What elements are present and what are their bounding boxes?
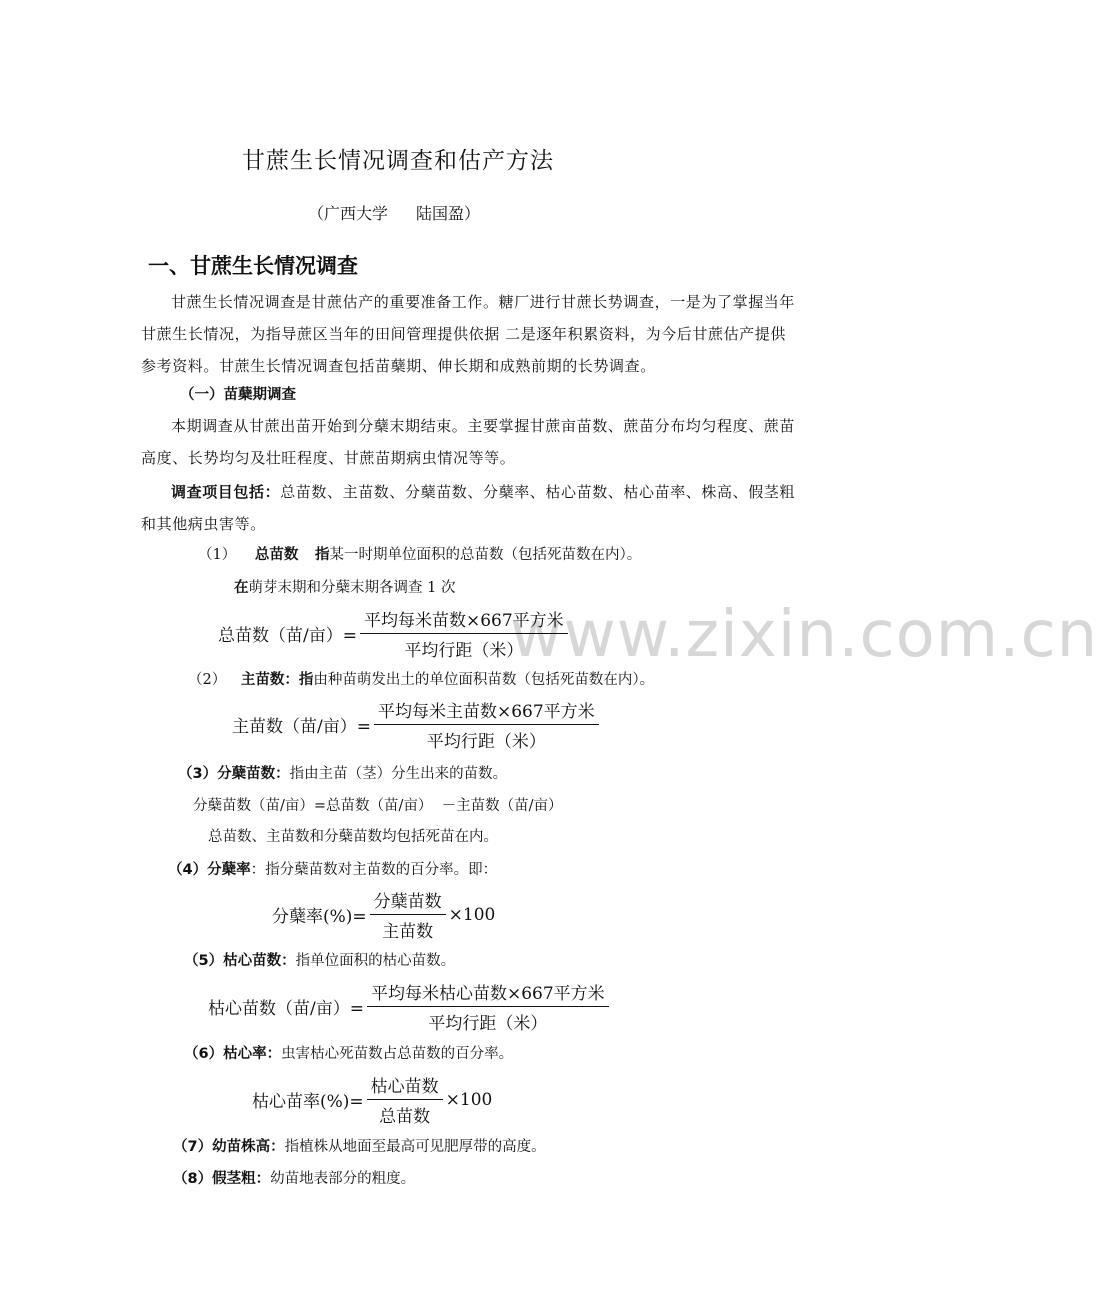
- section-heading: 一、甘蔗生长情况调查: [148, 254, 358, 278]
- item-number: （1）: [198, 547, 237, 563]
- item-desc: 指单位面积的枯心苗数。: [295, 953, 456, 969]
- fraction: [367, 1072, 443, 1127]
- item-tiller-seedlings: [178, 762, 507, 783]
- item-name: 总苗数: [254, 547, 299, 563]
- intro-text: 甘蔗生长情况调查是甘蔗估产的重要准备工作。糖厂进行甘蔗长势调查，一是为了掌握当年甘蔗生长情况，为指导蔗区当年的田间管理提供依据 二是逐年积累资料，为今后甘蔗估产提供参考资料。甘蔗生长情况调查包括苗蘖期、伸长期和成熟前期的长势调查。: [141, 293, 796, 375]
- document-title: 甘蔗生长情况调查和估产方法: [242, 148, 554, 174]
- tiller-equation: 分蘖苗数（苗/亩）=总苗数（苗/亩） －主苗数（苗/亩）: [193, 798, 563, 814]
- watermark: www.zixin.com.cn: [510, 598, 1098, 672]
- item-name: （4）分蘖率: [168, 862, 251, 878]
- items-paragraph: [141, 476, 801, 540]
- item-desc: 由种苗萌发出土的单位面积苗数（包括死苗数在内）。: [313, 672, 655, 688]
- fraction: [370, 887, 446, 942]
- denominator: 平均行距（米）: [428, 1014, 548, 1034]
- numerator: 枯心苗数: [367, 1072, 443, 1100]
- formula-rhs: ×100: [445, 1089, 493, 1110]
- formula-lhs: 主苗数（苗/亩）=: [232, 717, 371, 737]
- item-dead-heart-seedlings: [184, 949, 455, 970]
- denominator: 主苗数: [382, 922, 434, 942]
- item-desc: 指由主苗（茎）分生出来的苗数。: [289, 766, 508, 782]
- fraction: [374, 697, 599, 752]
- item-name: 主苗数：: [240, 672, 299, 688]
- item-zhi: 指: [314, 547, 330, 563]
- item-desc: ：指分蘖苗数对主苗数的百分率。即：: [250, 862, 498, 878]
- items-text: 总苗数、主苗数、分蘖苗数、分蘖率、枯心苗数、枯心苗率、株高、假茎粗和其他病虫害等。: [141, 483, 796, 533]
- numerator: 平均每米主苗数×667平方米: [374, 697, 599, 725]
- formula-rhs: ×100: [448, 904, 496, 925]
- fraction: [367, 979, 609, 1034]
- formula-main-seedlings: [232, 697, 602, 752]
- item-pseudo-stem: [173, 1167, 415, 1188]
- numerator: 分蘖苗数: [370, 887, 446, 915]
- formula-total-seedlings: [218, 606, 571, 661]
- item-desc: 某一时期单位面积的总苗数（包括死苗数在内）。: [329, 547, 642, 563]
- formula-dead-heart-rate: [252, 1072, 492, 1127]
- note-bold: 在: [234, 580, 249, 596]
- item-main-seedlings: [188, 668, 654, 689]
- item-total-seedlings: [198, 543, 641, 564]
- item-tillering-rate: [168, 858, 497, 879]
- author-line: [308, 201, 480, 224]
- formula-lhs: 枯心苗率(%)=: [252, 1092, 364, 1112]
- formula-lhs: 分蘖率(%)=: [272, 907, 367, 927]
- note-text: 萌芽末期和分蘖末期各调查 1 次: [248, 580, 456, 596]
- intro-paragraph: [141, 286, 801, 382]
- fraction: [360, 606, 568, 661]
- formula-lhs: 枯心苗数（苗/亩）=: [208, 999, 364, 1019]
- item-name: （5）枯心苗数：: [184, 953, 296, 969]
- item-dead-heart-rate: [184, 1042, 513, 1063]
- item-desc: 虫害枯心死苗数占总苗数的百分率。: [281, 1046, 514, 1062]
- denominator: 平均行距（米）: [404, 641, 524, 661]
- period-paragraph: [141, 410, 801, 474]
- items-label: 调查项目包括：: [171, 483, 281, 501]
- item-name: （7）幼苗株高：: [173, 1139, 285, 1155]
- subsection-heading: （一）苗蘖期调查: [180, 387, 296, 403]
- item-seedling-height: [173, 1135, 546, 1156]
- formula-tillering-rate: [272, 887, 495, 942]
- item-name: （8）假茎粗：: [173, 1171, 271, 1187]
- item-name: （3）分蘖苗数：: [178, 766, 290, 782]
- item-desc: 幼苗地表部分的粗度。: [270, 1171, 416, 1187]
- item-name: （6）枯心率：: [184, 1046, 282, 1062]
- item-number: （2）: [188, 672, 227, 688]
- author-name: 陆国盈）: [416, 204, 481, 223]
- item-desc: 指植株从地面至最高可见肥厚带的高度。: [284, 1139, 546, 1155]
- numerator: 平均每米枯心苗数×667平方米: [367, 979, 609, 1007]
- formula-lhs: 总苗数（苗/亩）=: [218, 626, 357, 646]
- item-total-note: [234, 576, 455, 597]
- numerator: 平均每米苗数×667平方米: [360, 606, 568, 634]
- item-zhi: 指: [298, 672, 314, 688]
- denominator: 总苗数: [379, 1107, 431, 1127]
- denominator: 平均行距（米）: [426, 732, 546, 752]
- tiller-note: 总苗数、主苗数和分蘖苗数均包括死苗在内。: [208, 829, 498, 845]
- formula-dead-heart-seedlings: [208, 979, 612, 1034]
- author-school: （广西大学: [308, 204, 389, 223]
- period-text: 本期调查从甘蔗出苗开始到分蘖末期结束。主要掌握甘蔗亩苗数、蔗苗分布均匀程度、蔗苗高度、长势均匀及壮旺程度、甘蔗苗期病虫情况等等。: [141, 417, 796, 467]
